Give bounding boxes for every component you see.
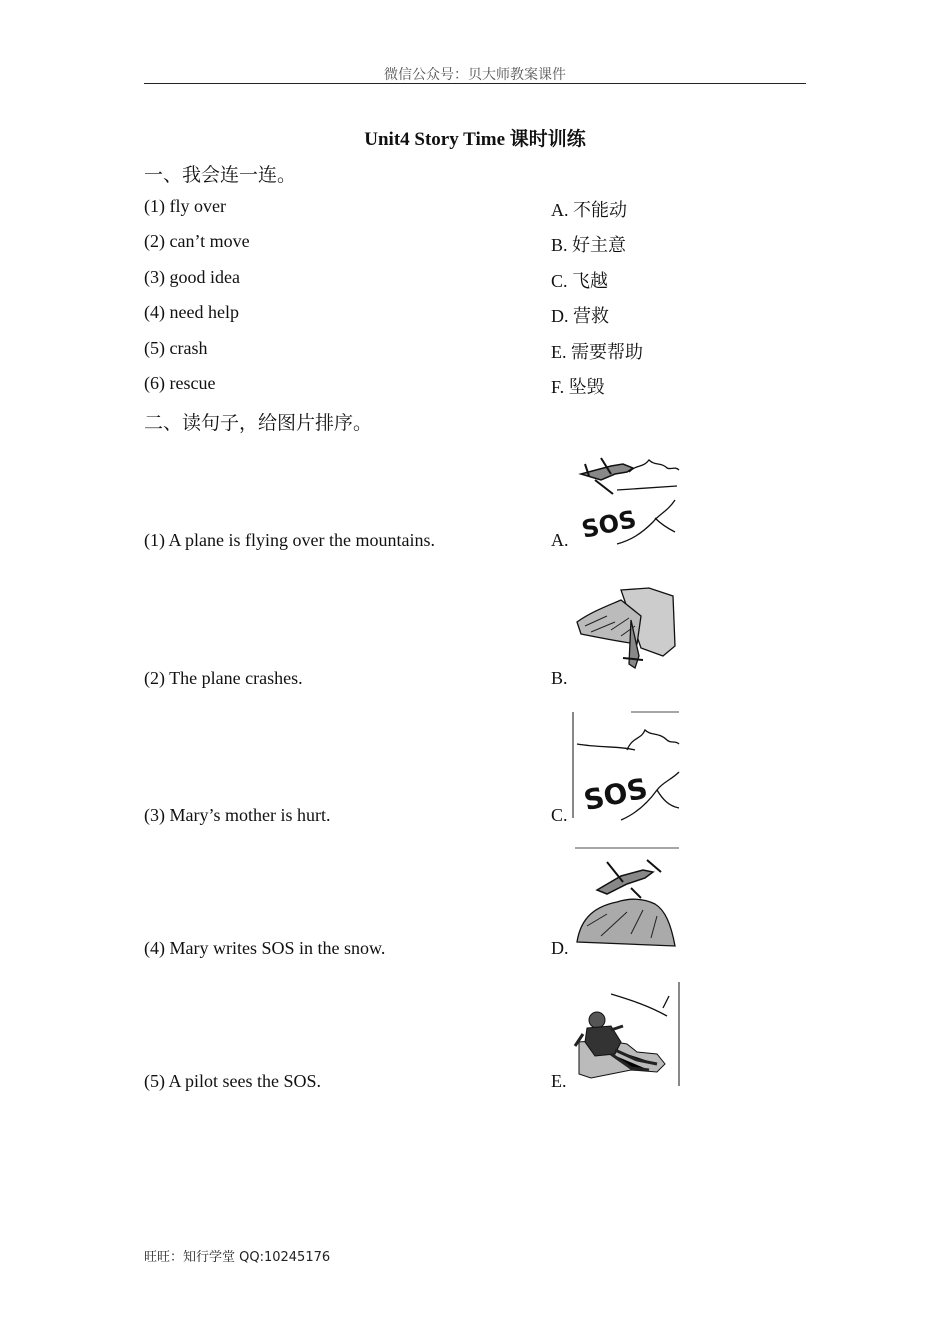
section2-heading: 二、读句子，给图片排序。: [144, 413, 373, 434]
phrase-1: (1) fly over: [144, 196, 226, 216]
plane-crashed-on-cliff-illustration: [571, 586, 681, 676]
meaning-f: F. 坠毁: [551, 377, 605, 397]
page-header: 微信公众号：贝大师教案课件: [384, 67, 566, 83]
phrase-2: (2) can’t move: [144, 231, 250, 251]
page-footer: 旺旺：知行学堂 QQ:10245176: [144, 1250, 331, 1265]
person-lying-in-snow-illustration: [571, 980, 683, 1088]
meaning-e: E. 需要帮助: [551, 342, 643, 362]
phrase-6: (6) rescue: [144, 373, 216, 393]
phrase-3: (3) good idea: [144, 267, 240, 287]
picture-letter-d: D.: [551, 938, 569, 958]
meaning-a: A. 不能动: [551, 200, 627, 220]
picture-letter-a: A.: [551, 530, 569, 550]
sos-text-a: SOS: [579, 505, 639, 544]
phrase-5: (5) crash: [144, 338, 208, 358]
sentence-5: (5) A pilot sees the SOS.: [144, 1071, 322, 1091]
sos-text-c: SOS: [580, 771, 651, 818]
sentence-2: (2) The plane crashes.: [144, 668, 303, 688]
section1-heading: 一、我会连一连。: [144, 165, 297, 186]
sos-in-snow-illustration: [571, 710, 681, 822]
meaning-b: B. 好主意: [551, 235, 627, 255]
meaning-c: C. 飞越: [551, 271, 609, 291]
meaning-d: D. 营救: [551, 306, 609, 326]
sentence-4: (4) Mary writes SOS in the snow.: [144, 938, 386, 958]
picture-letter-c: C.: [551, 805, 568, 825]
plane-and-sos-illustration: [571, 452, 681, 548]
phrase-4: (4) need help: [144, 302, 239, 322]
plane-over-mountain-illustration: [571, 846, 681, 950]
picture-letter-b: B.: [551, 668, 568, 688]
header-rule: [144, 83, 806, 84]
sentence-3: (3) Mary’s mother is hurt.: [144, 805, 331, 825]
picture-letter-e: E.: [551, 1071, 567, 1091]
sentence-1: (1) A plane is flying over the mountains.: [144, 530, 435, 550]
page-title: Unit4 Story Time 课时训练: [364, 129, 586, 150]
